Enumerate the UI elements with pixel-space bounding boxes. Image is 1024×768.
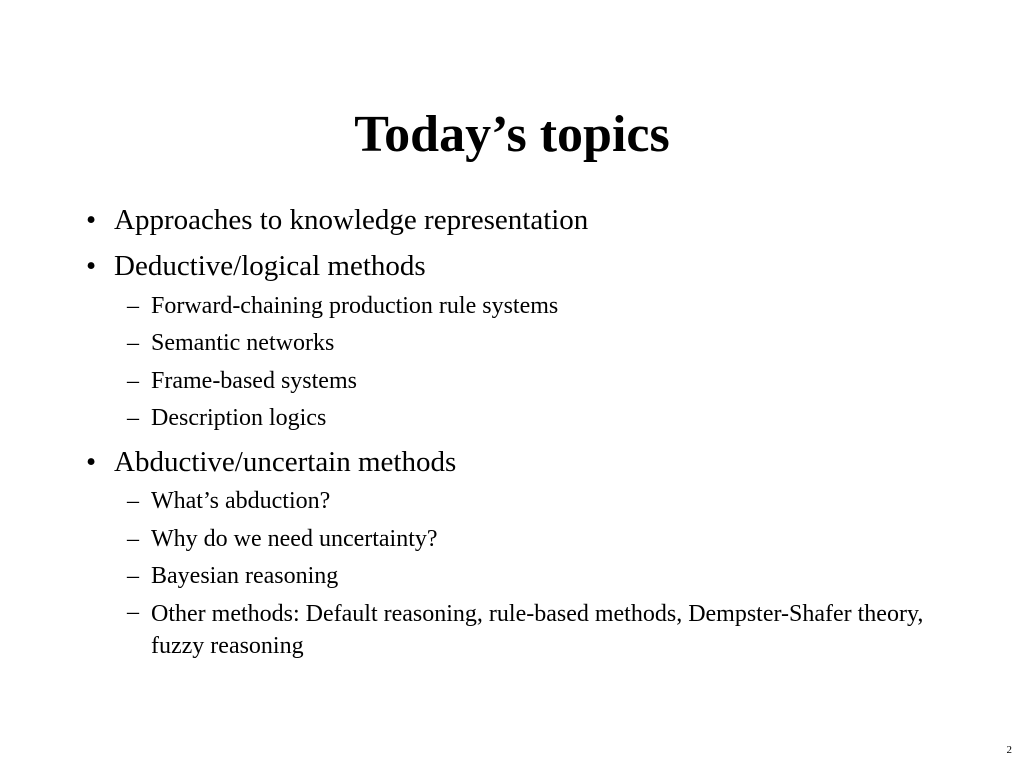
sub-bullet-text: Bayesian reasoning — [151, 563, 339, 589]
dash-icon: – — [127, 368, 139, 394]
bullet-icon: • — [86, 250, 97, 282]
bullet-text: Abductive/uncertain methods — [114, 446, 457, 478]
dash-icon: – — [127, 563, 139, 589]
bullet-text: Deductive/logical methods — [114, 250, 426, 282]
dash-icon: – — [127, 293, 139, 319]
bullet-icon: • — [86, 446, 97, 478]
sub-bullet-text: Why do we need uncertainty? — [151, 526, 438, 552]
sub-bullet-text: Description logics — [151, 405, 327, 431]
dash-icon: – — [127, 488, 139, 514]
dash-icon: – — [127, 526, 139, 552]
sub-bullet-text: What’s abduction? — [151, 488, 331, 514]
slide-title: Today’s topics — [354, 106, 670, 163]
bullet-text: Approaches to knowledge representation — [114, 204, 589, 236]
sub-bullet-text: Semantic networks — [151, 330, 335, 356]
dash-icon: – — [127, 330, 139, 356]
page-number: 2 — [1006, 744, 1012, 756]
sub-bullet-text: Frame-based systems — [151, 368, 357, 394]
dash-icon: – — [127, 599, 139, 625]
sub-bullet-text: Forward-chaining production rule systems — [151, 293, 559, 319]
sub-bullet-text: Other methods: Default reasoning, rule-based methods, Dempster-Shafer theory, fuzzy reasoning — [151, 601, 924, 659]
bullet-icon: • — [86, 204, 97, 236]
dash-icon: – — [127, 405, 139, 431]
